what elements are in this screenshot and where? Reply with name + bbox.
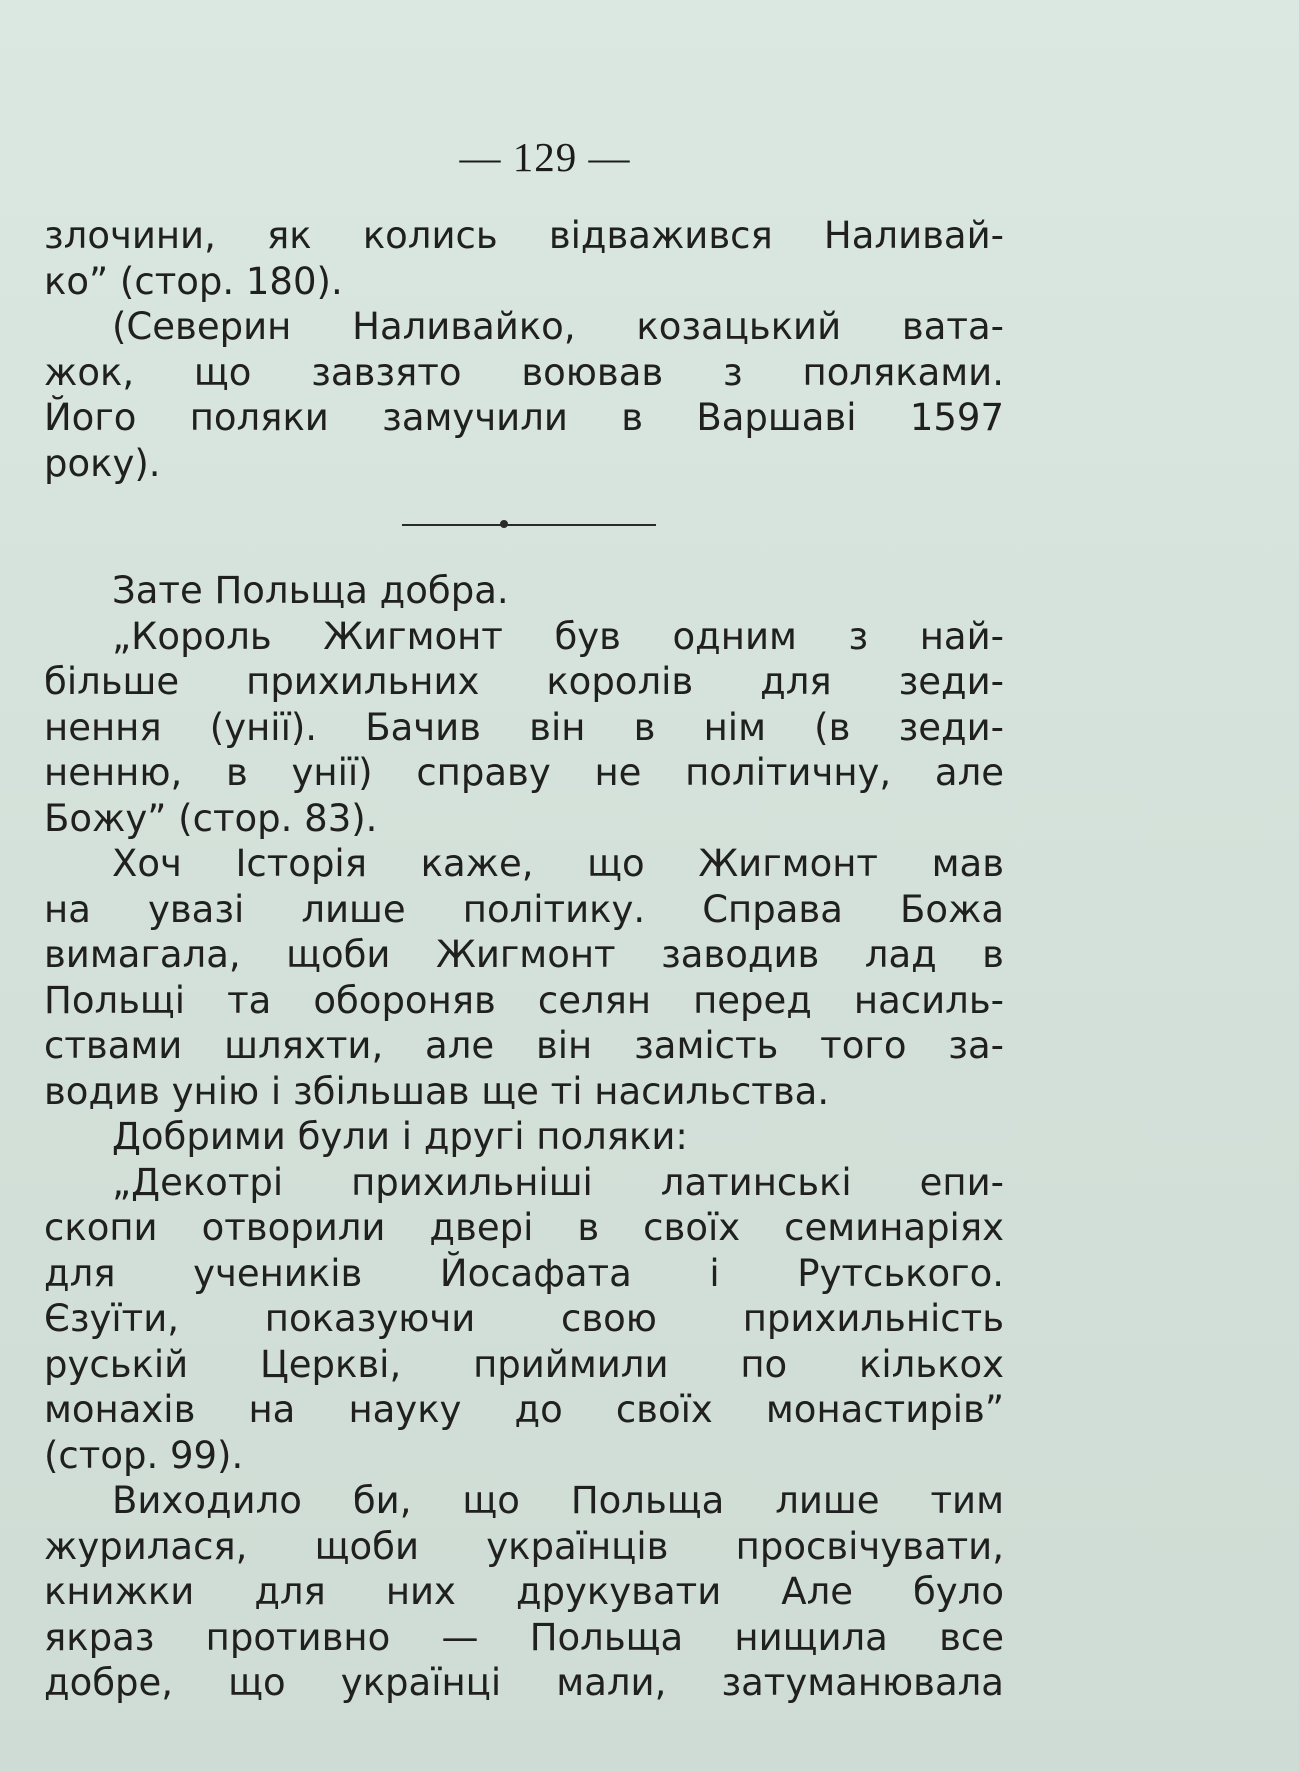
text-line: Виходило би, що Польща лише тим [112,1479,1004,1522]
text-line: Добрими були і другі поляки: [112,1115,688,1158]
text-line: ствами шляхти, але він замість того за- [44,1024,1004,1067]
text-line: більше прихильних королів для зеди- [44,660,1004,703]
text-line: на увазі лише політику. Справа Божа [44,887,1004,931]
text-line: добре, що українці мали, затуманювала [44,1661,1004,1704]
text-line: року). [44,441,161,485]
text-line: для учеників Йосафата і Рутського. [44,1251,1004,1295]
text-line: ненню, в унії) справу не політичну, але [44,751,1004,794]
text-line: монахів на науку до своїх монастирів” [44,1388,1004,1431]
text-line: Хоч Історія каже, що Жигмонт мав [112,842,1004,885]
text-line: Його поляки замучили в Варшаві 1597 [44,396,1004,439]
paragraph-block-top [44,213,1004,486]
text-line: книжки для них друкувати Але було [44,1570,1004,1613]
text-line: жок, що завзято воював з поляками. [44,350,1004,394]
text-line: Єзуїти, показуючи свою прихильність [44,1297,1004,1340]
text-line: злочини, як колись відважився Наливай- [44,214,1004,257]
text-line: водив унію і збільшав ще ті насильства. [44,1069,830,1113]
text-line: Польщі та обороняв селян перед насиль- [44,978,1004,1022]
text-line: (Северин Наливайко, козацький вата- [112,305,1004,348]
text-line: Божу” (стор. 83). [44,796,378,840]
text-line: нення (унії). Бачив він в нім (в зеди- [44,705,1004,749]
divider-ornament [500,520,508,528]
text-line: „Декотрі прихильніші латинські епи- [112,1160,1004,1204]
text-line: вимагала, щоби Жигмонт заводив лад в [44,933,1004,976]
text-line: Зате Польща добра. [112,569,509,612]
section-divider [402,524,656,526]
text-line: якраз противно — Польща нищила все [44,1615,1004,1659]
text-line: „Король Жигмонт був одним з най- [112,614,1004,658]
text-line: скопи отворили двері в своїх семинаріях [44,1206,1004,1249]
page-number: — 129 — [459,134,631,180]
text-line: ко” (стор. 180). [44,259,343,303]
paragraph-block-main [44,568,1004,1706]
text-line: (стор. 99). [44,1433,244,1477]
text-line: руській Церкві, приймили по кількох [44,1342,1004,1386]
text-line: журилася, щоби українців просвічувати, [44,1524,1004,1568]
